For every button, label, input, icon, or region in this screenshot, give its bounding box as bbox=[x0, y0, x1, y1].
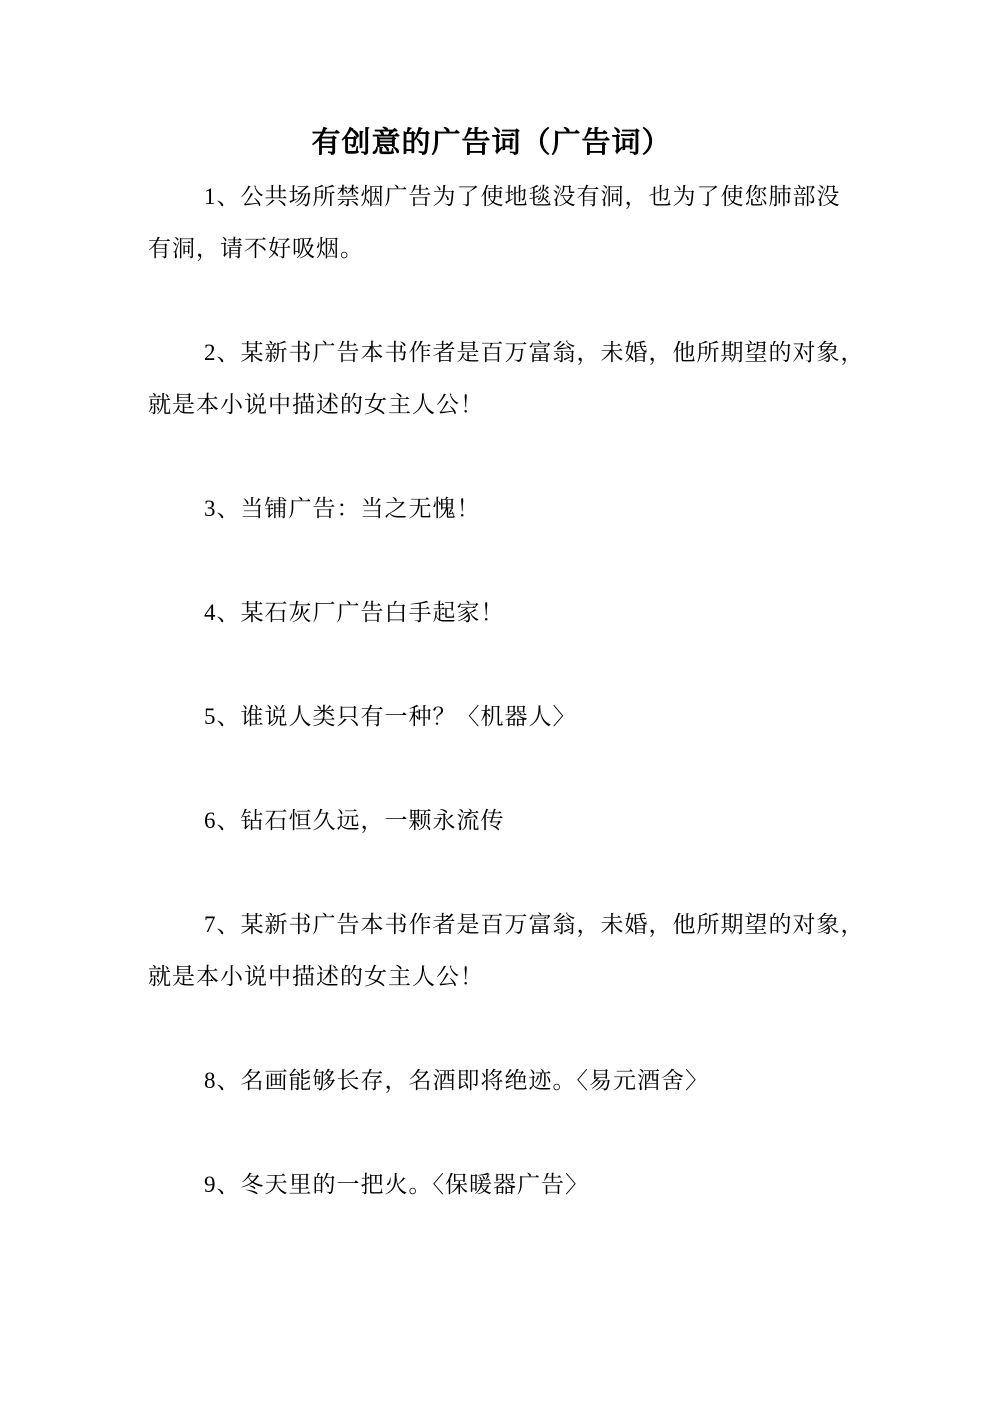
paragraph bbox=[148, 483, 835, 535]
paragraph-line: 有洞，请不好吸烟。 bbox=[148, 236, 364, 261]
paragraph bbox=[148, 587, 835, 639]
paragraph bbox=[148, 1159, 835, 1211]
paragraph bbox=[148, 691, 835, 743]
paragraph-line: 2、某新书广告本书作者是百万富翁，未婚，他所期望的对象， bbox=[204, 340, 865, 365]
paragraph bbox=[148, 795, 835, 847]
paragraph bbox=[148, 327, 865, 431]
paragraph-line: 6、钻石恒久远，一颗永流传 bbox=[204, 808, 505, 833]
paragraph-line: 5、谁说人类只有一种？〈机器人〉 bbox=[204, 704, 577, 729]
document-body bbox=[148, 171, 865, 1211]
paragraph bbox=[148, 171, 841, 275]
paragraph-line: 1、公共场所禁烟广告为了使地毯没有洞，也为了使您肺部没 bbox=[204, 184, 841, 209]
paragraph-line: 9、冬天里的一把火。〈保暖器广告〉 bbox=[204, 1172, 589, 1197]
paragraph-line: 就是本小说中描述的女主人公！ bbox=[148, 392, 484, 417]
paragraph-line: 4、某石灰厂广告白手起家！ bbox=[204, 600, 505, 625]
document-title: 有创意的广告词（广告词） bbox=[311, 127, 672, 159]
paragraph-line: 7、某新书广告本书作者是百万富翁，未婚，他所期望的对象， bbox=[204, 912, 865, 937]
paragraph-line: 3、当铺广告：当之无愧！ bbox=[204, 496, 481, 521]
paragraph-line: 8、名画能够长存，名酒即将绝迹。〈易元酒舍〉 bbox=[204, 1068, 709, 1093]
paragraph bbox=[148, 1055, 835, 1107]
paragraph bbox=[148, 899, 865, 1003]
paragraph-line: 就是本小说中描述的女主人公！ bbox=[148, 964, 484, 989]
